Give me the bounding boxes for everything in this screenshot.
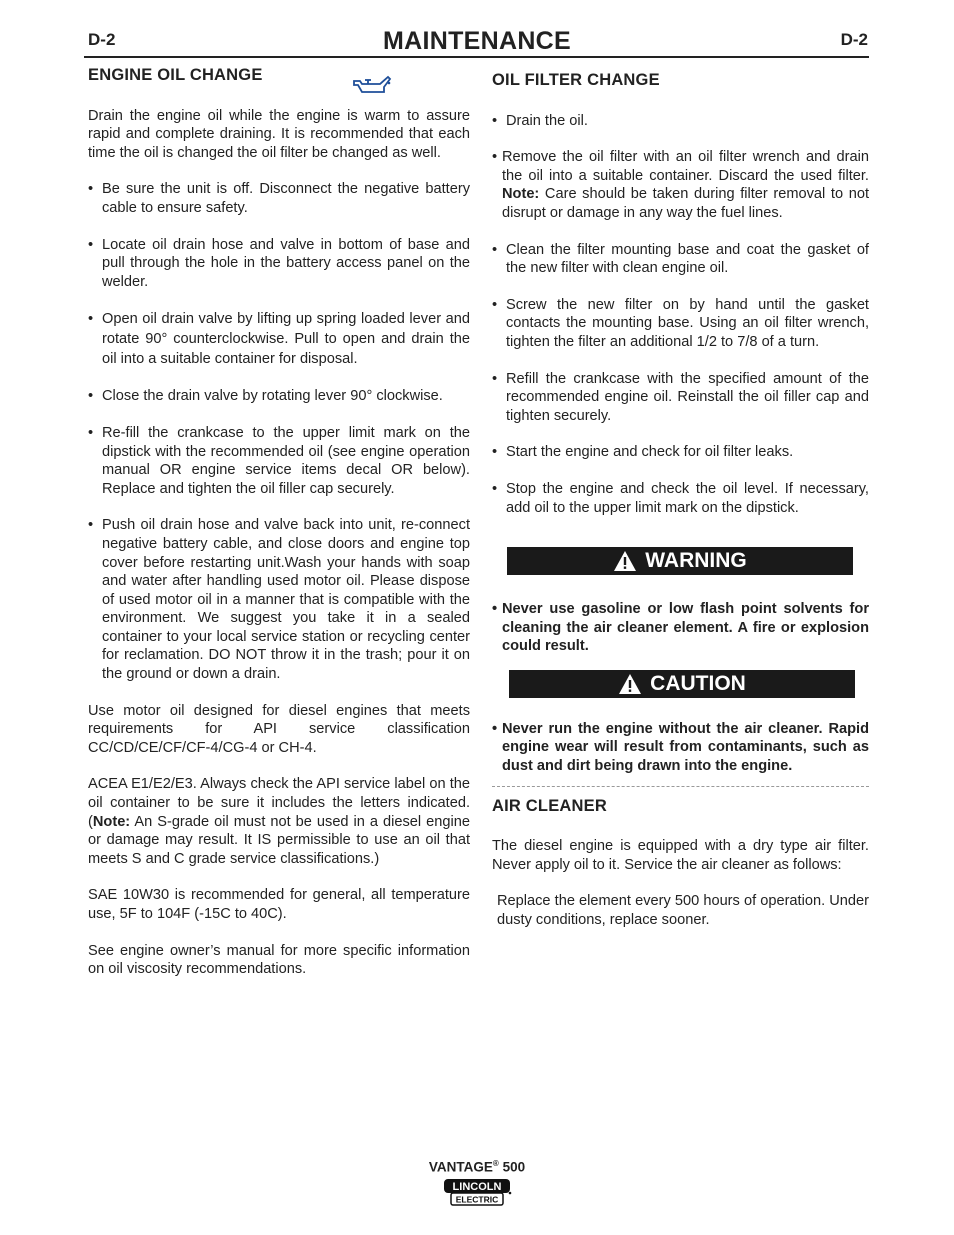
oil-step-3: • Open oil drain valve by lifting up spring loaded lever and rotate 90° counterclockwise. Pull to open and drain the oil into a suitable container for disposal.	[88, 309, 470, 369]
acea-note-label: Note:	[92, 813, 131, 830]
caution-text: • Never run the engine without the air cleaner. Rapid engine wear will result from contaminants, such as dust and dirt being drawn into the engine.	[492, 720, 869, 776]
footer-model-name: VANTAGE	[428, 1159, 493, 1175]
acea-paragraph	[88, 775, 470, 868]
header-rule	[84, 56, 869, 58]
oil-spec-paragraph: Use motor oil designed for diesel engines that meets requirements for API service classification CC/CD/CE/CF/CF-4/CG-4 or CH-4.	[88, 702, 470, 756]
see-manual-paragraph: See engine owner’s manual for more specific information on oil viscosity recommendations.	[88, 942, 470, 978]
filter-step-1: • Drain the oil.	[492, 112, 869, 131]
logo-bottom-text: ELECTRIC	[455, 1194, 499, 1205]
filter-step-2	[492, 148, 869, 222]
page-code-left: D-2	[88, 30, 116, 49]
caution-label: CAUTION	[650, 671, 746, 695]
sae-paragraph: SAE 10W30 is recommended for general, all temperature use, 5F to 104F (-15C to 40C).	[88, 887, 470, 922]
caution-banner	[509, 670, 855, 698]
air-cleaner-instruction: Replace the element every 500 hours of operation. Under dusty conditions, replace sooner.	[497, 893, 869, 929]
warning-banner	[507, 547, 853, 575]
page-title: MAINTENANCE	[382, 27, 572, 55]
right-column	[492, 71, 869, 930]
warning-triangle-icon	[613, 550, 637, 572]
filter-step-3: • Clean the filter mounting base and coat the gasket of the new filter with clean engine oil.	[492, 241, 869, 278]
oil-step-4: • Close the drain valve by rotating lever 90° clockwise.	[88, 387, 470, 406]
oil-step-5: • Re-fill the crankcase to the upper limit mark on the dipstick with the recommended oil (see engine operation manual OR engine service items decal OR below). Replace and tighten the oil filler cap securely.	[88, 424, 470, 498]
warning-text: • Never use gasoline or low flash point solvents for cleaning the air cleaner element. A fire or explosion could result.	[492, 600, 869, 656]
oil-filter-change-heading: OIL FILTER CHANGE	[492, 71, 660, 89]
lincoln-electric-logo	[443, 1178, 513, 1208]
footer-model-number: 500	[498, 1159, 526, 1175]
filter-step-4: • Screw the new filter on by hand until the gasket contacts the mounting base. Using an oil filter wrench, tighten the filter an additional 1/2 to 7/8 of a turn.	[492, 296, 869, 352]
footer-registered-mark: ®	[492, 1159, 499, 1168]
oil-can-icon	[348, 73, 392, 95]
oil-change-intro: Drain the engine oil while the engine is warm to assure rapid and complete draining. It is recommended that each time the oil is changed the oil filter be changed as well.	[88, 107, 470, 161]
filter-step-2-note-label: Note:	[502, 186, 540, 203]
caution-triangle-icon	[618, 673, 642, 695]
page-code-right: D-2	[840, 30, 868, 49]
filter-step-2-text-b: Care should be taken during filter removal to not disrupt or damage in any way the fuel lines.	[502, 186, 869, 221]
logo-top-text: LINCOLN	[452, 1181, 502, 1193]
acea-text-b: An S-grade oil must not be used in a diesel engine or damage may result. It IS permissible to use an oil that meets S and C grade service classifications.)	[88, 813, 470, 867]
filter-step-6: • Start the engine and check for oil filter leaks.	[492, 443, 869, 462]
engine-oil-change-heading: ENGINE OIL CHANGE	[88, 66, 263, 84]
air-cleaner-heading: AIR CLEANER	[492, 796, 607, 815]
left-column	[88, 66, 470, 979]
oil-step-2: • Locate oil drain hose and valve in bottom of base and pull through the hole in the battery access panel on the welder.	[88, 236, 470, 292]
oil-step-1: • Be sure the unit is off. Disconnect the negative battery cable to ensure safety.	[88, 180, 470, 217]
footer-model	[0, 1159, 954, 1175]
oil-step-6: • Push oil drain hose and valve back into unit, re-connect negative battery cable, and close doors and engine top cover before restarting unit.Wash your hands with soap and water after handling used motor oil. Please dispose of used motor oil in a manner that is compatible with the environment. We suggest you take it in a sealed container to your local service station or recycling center for reclamation. DO NOT throw it in the trash; pour it on the ground or down a drain.	[88, 516, 470, 683]
acea-text-a: ACEA E1/E2/E3. Always check the API service label on the oil container to be sure it includes the letters indicated. (	[88, 776, 470, 830]
filter-step-2-text-a: Remove the oil filter with an oil filter wrench and drain the oil into a suitable container. Discard the used filter.	[502, 149, 869, 184]
air-cleaner-intro: The diesel engine is equipped with a dry type air filter. Never apply oil to it. Service the air cleaner as follows:	[492, 838, 869, 873]
warning-label: WARNING	[645, 548, 747, 572]
filter-step-7: • Stop the engine and check the oil level. If necessary, add oil to the upper limit mark on the dipstick.	[492, 480, 869, 517]
filter-step-5: • Refill the crankcase with the specified amount of the recommended engine oil. Reinstall the oil filler cap and tighten securely.	[492, 370, 869, 426]
